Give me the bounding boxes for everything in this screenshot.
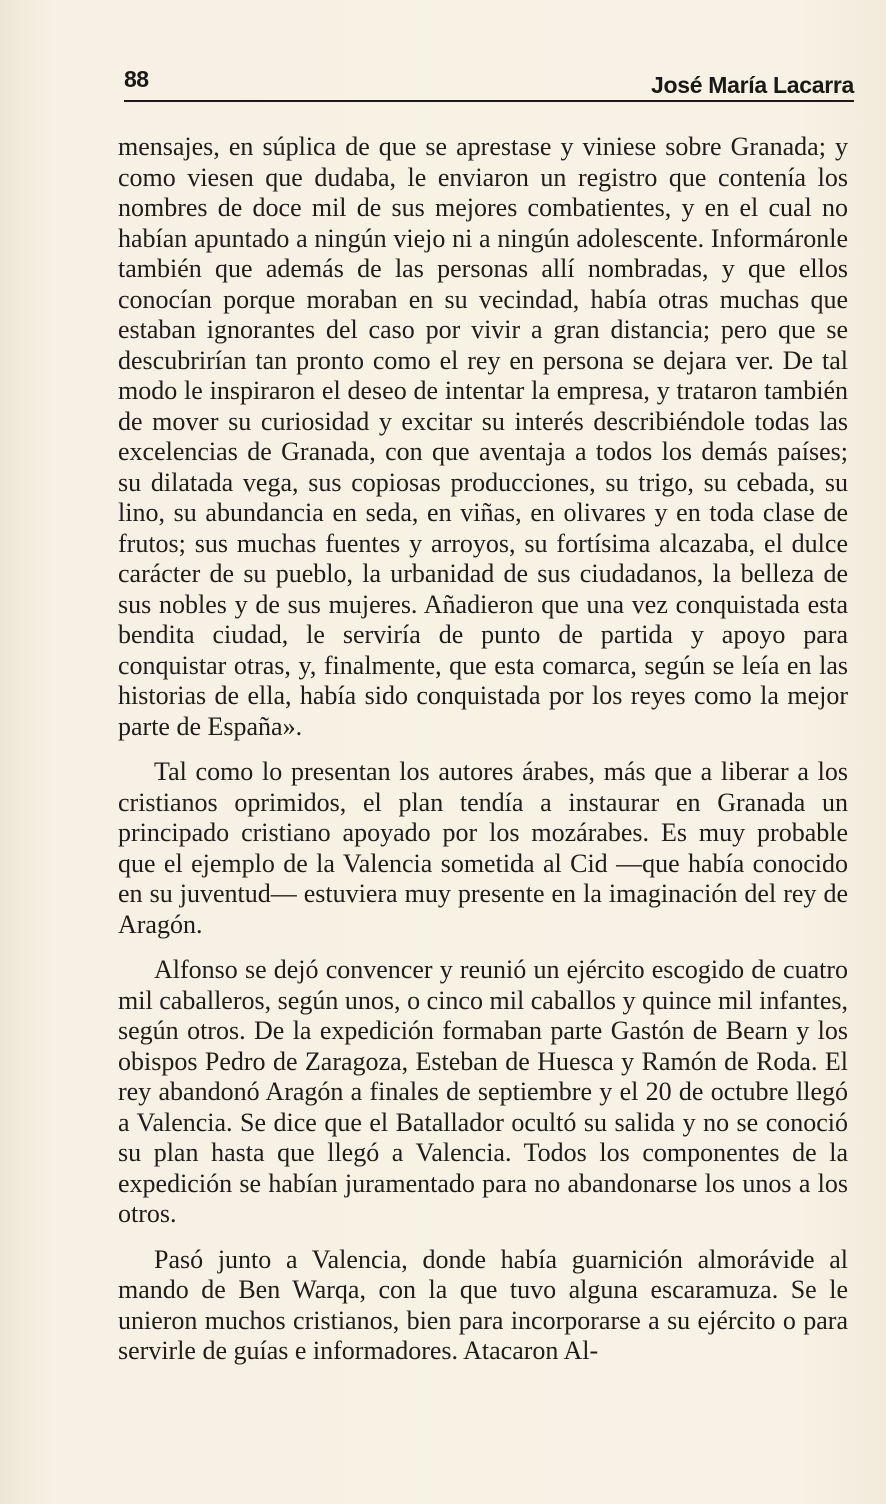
running-head: José María Lacarra xyxy=(650,72,854,98)
page-number: 88 xyxy=(124,66,149,92)
paragraph-3: Alfonso se dejó convencer y reunió un ejército escogido de cuatro mil caballeros, según unos, o cinco mil caballos y quince mil infantes, según otros. De la expedición formaban parte Gastón de Bearn y los obispos Pedro de Zaragoza, Esteban de Huesca y Ramón de Roda. El rey abandonó Aragón a finales de septiembre y el 20 de octubre llegó a Valencia. Se dice que el Batallador ocultó su salida y no se conoció su plan hasta que llegó a Valencia. Todos los componentes de la expedición se habían juramentado para no abandonarse los unos a los otros. xyxy=(118,955,848,1228)
paragraph-1: mensajes, en súplica de que se aprestase y viniese sobre Granada; y como viesen que dudaba, le enviaron un registro que contenía los nombres de doce mil de sus mejores combatientes, y en el cual no habían apuntado a ningún viejo ni a ningún adolescente. Informáronle también que además de las personas allí nombradas, y que ellos conocían porque moraban en su vecindad, había otras muchas que estaban ignorantes del caso por vivir a gran distancia; pero que se descubrirían tan pronto como el rey en persona se dejara ver. De tal modo le inspiraron el deseo de intentar la empresa, y trataron también de mover su curiosidad y excitar su interés describiéndole todas las excelencias de Granada, con que aventaja a todos los demás países; su dilatada vega, sus copiosas producciones, su trigo, su cebada, su lino, su abundancia en seda, en viñas, en olivares y en toda clase de frutos; sus muchas fuentes y arroyos, su fortísima alcazaba, el dulce carácter de su pueblo, la urbanidad de sus ciudadanos, la belleza de sus nobles y de sus mujeres. Añadieron que una vez conquistada esta bendita ciudad, le serviría de punto de partida y apoyo para conquistar otras, y, finalmente, que esta comarca, según se leía en las historias de ella, había sido conquistada por los reyes como la mejor parte de España». xyxy=(118,132,848,741)
paragraph-2: Tal como lo presentan los autores árabes, más que a liberar a los cristianos oprimidos, el plan tendía a instaurar en Granada un principado cristiano apoyado por los mozárabes. Es muy probable que el ejemplo de la Valencia sometida al Cid —que había conocido en su juventud— estuviera muy presente en la imaginación del rey de Aragón. xyxy=(118,757,848,939)
body-text xyxy=(118,132,848,1367)
page-header xyxy=(124,66,854,102)
paragraph-4: Pasó junto a Valencia, donde había guarnición almorávide al mando de Ben Warqa, con la que tuvo alguna escaramuza. Se le unieron muchos cristianos, bien para incorporarse a su ejército o para servirle de guías e informadores. Atacaron Al- xyxy=(118,1244,848,1365)
